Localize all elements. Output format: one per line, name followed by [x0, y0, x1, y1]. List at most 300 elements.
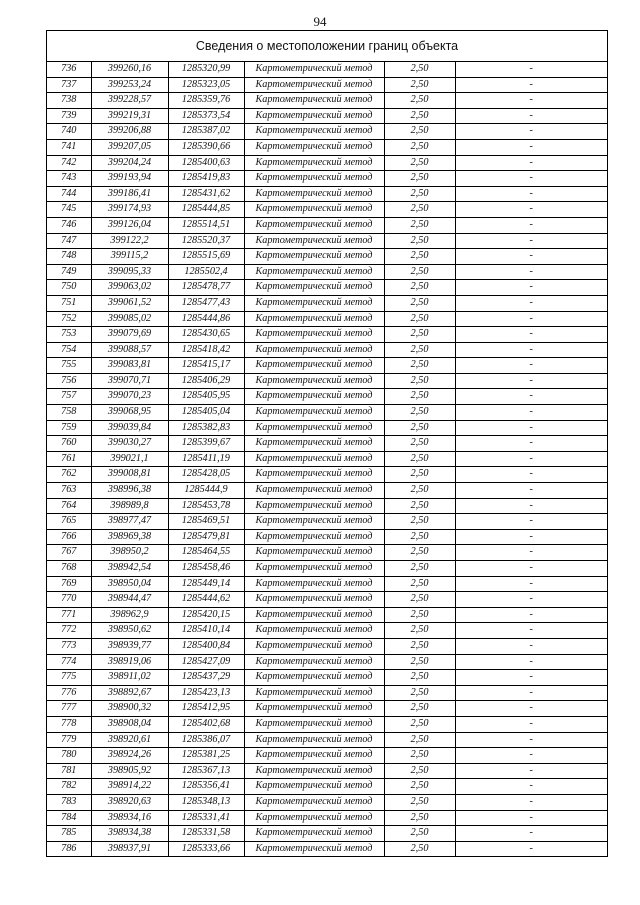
cell-coord-x: 399085,02: [91, 311, 168, 327]
cell-note: -: [455, 794, 607, 810]
cell-coord-x: 398950,2: [91, 545, 168, 561]
cell-note: -: [455, 498, 607, 514]
cell-coord-y: 1285323,05: [168, 77, 244, 93]
cell-coord-y: 1285428,05: [168, 467, 244, 483]
cell-accuracy: 2,50: [384, 779, 455, 795]
cell-accuracy: 2,50: [384, 139, 455, 155]
cell-point-number: 752: [47, 311, 91, 327]
cell-point-number: 750: [47, 280, 91, 296]
cell-method: Картометрический метод: [244, 108, 384, 124]
cell-coord-y: 1285464,55: [168, 545, 244, 561]
cell-method: Картометрический метод: [244, 701, 384, 717]
cell-coord-y: 1285356,41: [168, 779, 244, 795]
table-row: [47, 654, 607, 670]
cell-method: Картометрический метод: [244, 467, 384, 483]
cell-method: Картометрический метод: [244, 124, 384, 140]
table-row: [47, 638, 607, 654]
cell-note: -: [455, 638, 607, 654]
table-row: [47, 202, 607, 218]
cell-point-number: 753: [47, 327, 91, 343]
table-row: [47, 358, 607, 374]
cell-point-number: 740: [47, 124, 91, 140]
cell-coord-y: 1285502,4: [168, 264, 244, 280]
cell-point-number: 744: [47, 186, 91, 202]
table-row: [47, 732, 607, 748]
table-row: [47, 670, 607, 686]
cell-coord-x: 398969,38: [91, 529, 168, 545]
cell-coord-x: 399228,57: [91, 93, 168, 109]
cell-method: Картометрический метод: [244, 514, 384, 530]
cell-coord-x: 398892,67: [91, 685, 168, 701]
cell-method: Картометрический метод: [244, 483, 384, 499]
cell-coord-y: 1285382,83: [168, 420, 244, 436]
cell-coord-y: 1285514,51: [168, 217, 244, 233]
cell-coord-y: 1285402,68: [168, 716, 244, 732]
cell-accuracy: 2,50: [384, 701, 455, 717]
cell-coord-x: 399021,1: [91, 451, 168, 467]
cell-point-number: 786: [47, 841, 91, 856]
cell-method: Картометрический метод: [244, 436, 384, 452]
table-row: [47, 779, 607, 795]
cell-point-number: 754: [47, 342, 91, 358]
cell-accuracy: 2,50: [384, 576, 455, 592]
cell-note: -: [455, 810, 607, 826]
cell-method: Картометрический метод: [244, 358, 384, 374]
cell-coord-x: 398900,32: [91, 701, 168, 717]
cell-accuracy: 2,50: [384, 264, 455, 280]
cell-point-number: 749: [47, 264, 91, 280]
table-title: Сведения о местоположении границ объекта: [47, 31, 607, 62]
cell-coord-x: 399219,31: [91, 108, 168, 124]
cell-method: Картометрический метод: [244, 420, 384, 436]
cell-accuracy: 2,50: [384, 841, 455, 856]
cell-coord-y: 1285320,99: [168, 62, 244, 77]
table-row: [47, 748, 607, 764]
cell-accuracy: 2,50: [384, 732, 455, 748]
cell-method: Картометрический метод: [244, 732, 384, 748]
cell-point-number: 742: [47, 155, 91, 171]
cell-coord-x: 399174,93: [91, 202, 168, 218]
table-row: [47, 545, 607, 561]
cell-coord-y: 1285399,67: [168, 436, 244, 452]
cell-coord-y: 1285418,42: [168, 342, 244, 358]
cell-point-number: 756: [47, 373, 91, 389]
cell-point-number: 760: [47, 436, 91, 452]
cell-accuracy: 2,50: [384, 108, 455, 124]
cell-coord-y: 1285373,54: [168, 108, 244, 124]
cell-coord-y: 1285387,02: [168, 124, 244, 140]
cell-note: -: [455, 420, 607, 436]
table-row: [47, 826, 607, 842]
cell-accuracy: 2,50: [384, 654, 455, 670]
cell-method: Картометрический метод: [244, 779, 384, 795]
cell-coord-y: 1285400,84: [168, 638, 244, 654]
cell-accuracy: 2,50: [384, 389, 455, 405]
cell-method: Картометрический метод: [244, 139, 384, 155]
cell-coord-x: 399061,52: [91, 295, 168, 311]
cell-accuracy: 2,50: [384, 62, 455, 77]
table-row: [47, 264, 607, 280]
cell-point-number: 755: [47, 358, 91, 374]
cell-accuracy: 2,50: [384, 342, 455, 358]
table-row: [47, 311, 607, 327]
cell-coord-y: 1285453,78: [168, 498, 244, 514]
cell-coord-x: 398934,38: [91, 826, 168, 842]
cell-accuracy: 2,50: [384, 529, 455, 545]
cell-note: -: [455, 467, 607, 483]
cell-method: Картометрический метод: [244, 280, 384, 296]
cell-point-number: 769: [47, 576, 91, 592]
table-row: [47, 405, 607, 421]
cell-accuracy: 2,50: [384, 124, 455, 140]
cell-accuracy: 2,50: [384, 77, 455, 93]
cell-accuracy: 2,50: [384, 826, 455, 842]
cell-accuracy: 2,50: [384, 327, 455, 343]
cell-coord-x: 398942,54: [91, 561, 168, 577]
cell-note: -: [455, 124, 607, 140]
cell-method: Картометрический метод: [244, 592, 384, 608]
cell-coord-y: 1285331,58: [168, 826, 244, 842]
cell-point-number: 778: [47, 716, 91, 732]
table-row: [47, 467, 607, 483]
cell-point-number: 743: [47, 171, 91, 187]
cell-coord-x: 398905,92: [91, 763, 168, 779]
cell-coord-y: 1285400,63: [168, 155, 244, 171]
cell-coord-y: 1285449,14: [168, 576, 244, 592]
cell-accuracy: 2,50: [384, 670, 455, 686]
table-row: [47, 607, 607, 623]
cell-coord-y: 1285430,65: [168, 327, 244, 343]
cell-point-number: 776: [47, 685, 91, 701]
cell-coord-x: 398920,61: [91, 732, 168, 748]
cell-coord-y: 1285427,09: [168, 654, 244, 670]
page-number: 94: [313, 14, 327, 29]
cell-method: Картометрический метод: [244, 716, 384, 732]
cell-coord-x: 398989,8: [91, 498, 168, 514]
cell-note: -: [455, 233, 607, 249]
cell-note: -: [455, 155, 607, 171]
cell-coord-x: 399079,69: [91, 327, 168, 343]
cell-method: Картометрический метод: [244, 77, 384, 93]
cell-point-number: 780: [47, 748, 91, 764]
table-row: [47, 186, 607, 202]
cell-coord-y: 1285515,69: [168, 249, 244, 265]
cell-method: Картометрический метод: [244, 561, 384, 577]
cell-method: Картометрический метод: [244, 233, 384, 249]
table-row: [47, 327, 607, 343]
cell-coord-y: 1285333,66: [168, 841, 244, 856]
cell-point-number: 781: [47, 763, 91, 779]
cell-note: -: [455, 654, 607, 670]
cell-coord-y: 1285479,81: [168, 529, 244, 545]
cell-note: -: [455, 732, 607, 748]
cell-note: -: [455, 280, 607, 296]
cell-point-number: 762: [47, 467, 91, 483]
cell-coord-x: 399260,16: [91, 62, 168, 77]
cell-point-number: 746: [47, 217, 91, 233]
cell-accuracy: 2,50: [384, 249, 455, 265]
cell-coord-x: 399070,23: [91, 389, 168, 405]
table-row: [47, 233, 607, 249]
cell-accuracy: 2,50: [384, 810, 455, 826]
table-row: [47, 529, 607, 545]
cell-coord-y: 1285415,17: [168, 358, 244, 374]
cell-accuracy: 2,50: [384, 638, 455, 654]
cell-method: Картометрический метод: [244, 389, 384, 405]
cell-method: Картометрический метод: [244, 498, 384, 514]
cell-coord-y: 1285444,85: [168, 202, 244, 218]
cell-method: Картометрический метод: [244, 217, 384, 233]
cell-coord-x: 398914,22: [91, 779, 168, 795]
cell-method: Картометрический метод: [244, 810, 384, 826]
cell-coord-x: 398939,77: [91, 638, 168, 654]
cell-coord-y: 1285381,25: [168, 748, 244, 764]
cell-coord-x: 398920,63: [91, 794, 168, 810]
cell-coord-x: 398934,16: [91, 810, 168, 826]
cell-accuracy: 2,50: [384, 561, 455, 577]
cell-note: -: [455, 405, 607, 421]
cell-method: Картометрический метод: [244, 295, 384, 311]
cell-method: Картометрический метод: [244, 826, 384, 842]
table-row: [47, 841, 607, 856]
cell-note: -: [455, 716, 607, 732]
table-row: [47, 592, 607, 608]
cell-accuracy: 2,50: [384, 794, 455, 810]
table-row: [47, 389, 607, 405]
cell-coord-y: 1285412,95: [168, 701, 244, 717]
cell-point-number: 768: [47, 561, 91, 577]
cell-note: -: [455, 685, 607, 701]
cell-method: Картометрический метод: [244, 670, 384, 686]
table-row: [47, 280, 607, 296]
cell-note: -: [455, 327, 607, 343]
cell-method: Картометрический метод: [244, 342, 384, 358]
cell-coord-y: 1285477,43: [168, 295, 244, 311]
table-row: [47, 685, 607, 701]
cell-coord-y: 1285444,86: [168, 311, 244, 327]
cell-note: -: [455, 748, 607, 764]
cell-coord-x: 398924,26: [91, 748, 168, 764]
cell-point-number: 761: [47, 451, 91, 467]
cell-point-number: 765: [47, 514, 91, 530]
cell-note: -: [455, 389, 607, 405]
cell-note: -: [455, 545, 607, 561]
cell-coord-x: 399039,84: [91, 420, 168, 436]
table-row: [47, 451, 607, 467]
cell-coord-x: 399204,24: [91, 155, 168, 171]
cell-point-number: 775: [47, 670, 91, 686]
cell-accuracy: 2,50: [384, 311, 455, 327]
cell-coord-x: 398962,9: [91, 607, 168, 623]
cell-coord-y: 1285469,51: [168, 514, 244, 530]
cell-point-number: 757: [47, 389, 91, 405]
cell-coord-y: 1285331,41: [168, 810, 244, 826]
cell-coord-y: 1285406,29: [168, 373, 244, 389]
cell-coord-x: 399083,81: [91, 358, 168, 374]
cell-method: Картометрический метод: [244, 607, 384, 623]
cell-method: Картометрический метод: [244, 62, 384, 77]
cell-point-number: 779: [47, 732, 91, 748]
cell-note: -: [455, 779, 607, 795]
cell-point-number: 764: [47, 498, 91, 514]
cell-point-number: 766: [47, 529, 91, 545]
cell-coord-y: 1285437,29: [168, 670, 244, 686]
cell-coord-x: 399068,95: [91, 405, 168, 421]
cell-point-number: 739: [47, 108, 91, 124]
cell-coord-x: 398919,06: [91, 654, 168, 670]
cell-accuracy: 2,50: [384, 545, 455, 561]
cell-accuracy: 2,50: [384, 93, 455, 109]
cell-coord-x: 399207,05: [91, 139, 168, 155]
cell-note: -: [455, 592, 607, 608]
table-row: [47, 139, 607, 155]
cell-method: Картометрический метод: [244, 171, 384, 187]
cell-method: Картометрический метод: [244, 93, 384, 109]
cell-point-number: 767: [47, 545, 91, 561]
cell-point-number: 747: [47, 233, 91, 249]
cell-coord-x: 399008,81: [91, 467, 168, 483]
cell-note: -: [455, 670, 607, 686]
cell-coord-x: 398908,04: [91, 716, 168, 732]
cell-point-number: 784: [47, 810, 91, 826]
table-row: [47, 576, 607, 592]
cell-note: -: [455, 514, 607, 530]
cell-coord-x: 399206,88: [91, 124, 168, 140]
cell-coord-x: 398937,91: [91, 841, 168, 856]
cell-coord-x: 399030,27: [91, 436, 168, 452]
cell-point-number: 763: [47, 483, 91, 499]
table-row: [47, 794, 607, 810]
cell-accuracy: 2,50: [384, 748, 455, 764]
cell-coord-x: 398944,47: [91, 592, 168, 608]
cell-point-number: 745: [47, 202, 91, 218]
cell-accuracy: 2,50: [384, 280, 455, 296]
cell-note: -: [455, 576, 607, 592]
cell-note: -: [455, 701, 607, 717]
cell-method: Картометрический метод: [244, 841, 384, 856]
cell-point-number: 738: [47, 93, 91, 109]
cell-accuracy: 2,50: [384, 436, 455, 452]
cell-note: -: [455, 264, 607, 280]
cell-point-number: 748: [47, 249, 91, 265]
cell-coord-y: 1285458,46: [168, 561, 244, 577]
cell-point-number: 759: [47, 420, 91, 436]
cell-method: Картометрический метод: [244, 654, 384, 670]
cell-accuracy: 2,50: [384, 217, 455, 233]
cell-coord-x: 399193,94: [91, 171, 168, 187]
cell-method: Картометрический метод: [244, 405, 384, 421]
cell-method: Картометрический метод: [244, 155, 384, 171]
cell-coord-x: 399122,2: [91, 233, 168, 249]
cell-method: Картометрический метод: [244, 763, 384, 779]
cell-coord-x: 398996,38: [91, 483, 168, 499]
cell-accuracy: 2,50: [384, 623, 455, 639]
cell-method: Картометрический метод: [244, 249, 384, 265]
table-row: [47, 155, 607, 171]
cell-coord-y: 1285405,04: [168, 405, 244, 421]
table-row: [47, 295, 607, 311]
table-row: [47, 62, 607, 77]
cell-coord-x: 398950,04: [91, 576, 168, 592]
cell-coord-y: 1285520,37: [168, 233, 244, 249]
cell-coord-y: 1285411,19: [168, 451, 244, 467]
cell-accuracy: 2,50: [384, 467, 455, 483]
table-row: [47, 623, 607, 639]
cell-point-number: 758: [47, 405, 91, 421]
cell-accuracy: 2,50: [384, 155, 455, 171]
cell-method: Картометрический метод: [244, 264, 384, 280]
cell-coord-x: 399253,24: [91, 77, 168, 93]
cell-accuracy: 2,50: [384, 373, 455, 389]
table-row: [47, 810, 607, 826]
cell-accuracy: 2,50: [384, 685, 455, 701]
cell-accuracy: 2,50: [384, 295, 455, 311]
cell-point-number: 771: [47, 607, 91, 623]
cell-coord-y: 1285419,83: [168, 171, 244, 187]
table-row: [47, 716, 607, 732]
cell-accuracy: 2,50: [384, 592, 455, 608]
cell-coord-y: 1285444,62: [168, 592, 244, 608]
cell-method: Картометрический метод: [244, 451, 384, 467]
table-row: [47, 217, 607, 233]
cell-accuracy: 2,50: [384, 498, 455, 514]
cell-note: -: [455, 529, 607, 545]
table-row: [47, 124, 607, 140]
cell-note: -: [455, 607, 607, 623]
cell-coord-x: 399186,41: [91, 186, 168, 202]
cell-point-number: 772: [47, 623, 91, 639]
cell-note: -: [455, 171, 607, 187]
table-row: [47, 561, 607, 577]
table-row: [47, 171, 607, 187]
table-row: [47, 701, 607, 717]
cell-accuracy: 2,50: [384, 171, 455, 187]
table-row: [47, 514, 607, 530]
cell-note: -: [455, 623, 607, 639]
table-row: [47, 436, 607, 452]
cell-note: -: [455, 249, 607, 265]
cell-method: Картометрический метод: [244, 638, 384, 654]
table-row: [47, 420, 607, 436]
cell-accuracy: 2,50: [384, 451, 455, 467]
cell-accuracy: 2,50: [384, 607, 455, 623]
boundary-table-frame: [46, 30, 608, 857]
cell-accuracy: 2,50: [384, 514, 455, 530]
cell-note: -: [455, 483, 607, 499]
table-row: [47, 93, 607, 109]
table-row: [47, 342, 607, 358]
cell-accuracy: 2,50: [384, 763, 455, 779]
cell-note: -: [455, 373, 607, 389]
cell-coord-y: 1285386,07: [168, 732, 244, 748]
cell-note: -: [455, 186, 607, 202]
cell-coord-x: 399095,33: [91, 264, 168, 280]
table-row: [47, 763, 607, 779]
cell-coord-x: 398911,02: [91, 670, 168, 686]
cell-note: -: [455, 62, 607, 77]
cell-coord-y: 1285423,13: [168, 685, 244, 701]
cell-note: -: [529, 842, 533, 854]
cell-coord-x: 399070,71: [91, 373, 168, 389]
table-row: [47, 108, 607, 124]
cell-coord-y: 1285410,14: [168, 623, 244, 639]
cell-accuracy: 2,50: [384, 483, 455, 499]
boundary-points-table: [47, 62, 607, 856]
cell-note: -: [455, 436, 607, 452]
cell-accuracy: 2,50: [384, 358, 455, 374]
cell-method: Картометрический метод: [244, 311, 384, 327]
cell-accuracy: 2,50: [384, 405, 455, 421]
